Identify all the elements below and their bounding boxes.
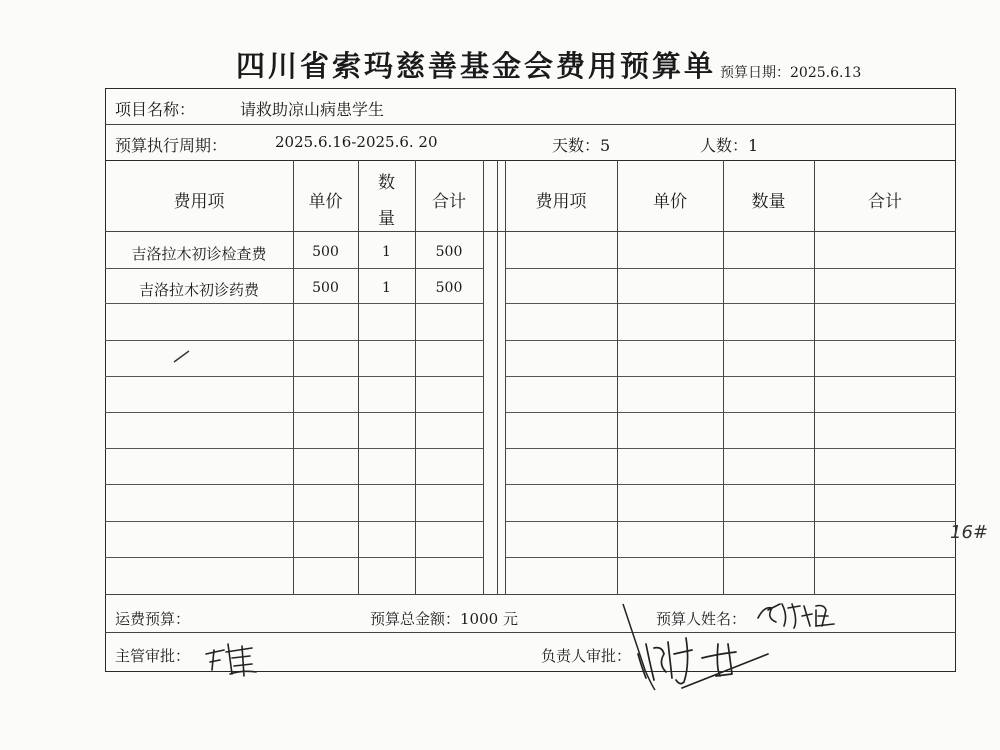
header-item-left: 费用项 bbox=[173, 192, 225, 212]
row-line bbox=[105, 521, 483, 522]
col-line bbox=[723, 160, 724, 594]
row-line bbox=[505, 303, 956, 304]
project-name-label: 项目名称： bbox=[115, 100, 196, 119]
days-field bbox=[552, 133, 610, 156]
row-line bbox=[505, 521, 956, 522]
row-line bbox=[505, 557, 956, 558]
form-title: 四川省索玛慈善基金会费用预算单 bbox=[236, 49, 717, 83]
row-line bbox=[505, 448, 956, 449]
divider-project bbox=[105, 124, 956, 125]
header-qty-top-left: 数 bbox=[378, 173, 395, 193]
supervisor-approval-label: 主管审批： bbox=[115, 647, 191, 665]
row-line bbox=[505, 412, 956, 413]
row-line bbox=[105, 412, 483, 413]
form-frame bbox=[105, 88, 956, 672]
row1-item: 吉洛拉木初诊检查费 bbox=[131, 245, 267, 263]
col-line bbox=[497, 160, 498, 594]
people-field bbox=[700, 133, 758, 156]
budget-date-value: 2025.6.13 bbox=[790, 65, 862, 81]
supervisor-signature bbox=[202, 636, 260, 678]
preparer-name-label: 预算人姓名： bbox=[656, 610, 747, 628]
divider-table-end bbox=[105, 594, 956, 595]
divider-footer bbox=[105, 632, 956, 633]
row-line bbox=[505, 340, 956, 341]
total-budget-label: 预算总金额： bbox=[370, 610, 461, 628]
header-qty-bottom-left: 量 bbox=[378, 209, 395, 229]
row-line bbox=[105, 303, 483, 304]
responsible-signature bbox=[632, 624, 772, 690]
total-budget-value: 1000 元 bbox=[460, 610, 518, 628]
header-price-left: 单价 bbox=[308, 192, 343, 212]
people-value: 1 bbox=[748, 136, 759, 155]
days-value: 5 bbox=[600, 136, 611, 155]
responsible-approval-label: 负责人审批： bbox=[541, 647, 632, 665]
period-value: 2025.6.16-2025.6. 20 bbox=[275, 133, 438, 151]
row2-item: 吉洛拉木初诊药费 bbox=[138, 281, 259, 299]
row-line bbox=[505, 376, 956, 377]
header-total-right: 合计 bbox=[868, 192, 902, 212]
col-line bbox=[505, 160, 506, 594]
project-name-value: 请救助凉山病患学生 bbox=[240, 100, 385, 119]
header-total-left: 合计 bbox=[432, 192, 466, 212]
budget-date bbox=[720, 62, 861, 82]
row1-price: 500 bbox=[312, 244, 339, 260]
row2-price: 500 bbox=[312, 280, 339, 296]
days-label: 天数： bbox=[552, 136, 601, 155]
row-line bbox=[105, 340, 483, 341]
divider-period bbox=[105, 160, 956, 161]
header-price-right: 单价 bbox=[653, 192, 687, 212]
period-label: 预算执行周期： bbox=[115, 136, 228, 155]
header-qty-right: 数量 bbox=[751, 192, 786, 212]
row-line bbox=[105, 376, 483, 377]
side-note: 16# bbox=[950, 522, 988, 543]
row1-total: 500 bbox=[435, 244, 463, 260]
row-line bbox=[505, 268, 956, 269]
total-budget bbox=[370, 608, 518, 629]
col-line bbox=[415, 160, 416, 594]
header-item-right: 费用项 bbox=[535, 192, 587, 212]
col-line bbox=[617, 160, 618, 594]
row2-total: 500 bbox=[435, 280, 463, 296]
row-line bbox=[105, 484, 483, 485]
row-line bbox=[105, 268, 483, 269]
row-line bbox=[105, 448, 483, 449]
col-line bbox=[483, 160, 484, 594]
row-line bbox=[105, 557, 483, 558]
people-label: 人数： bbox=[700, 136, 749, 155]
col-line bbox=[293, 160, 294, 594]
row-line bbox=[505, 484, 956, 485]
budget-date-label: 预算日期： bbox=[720, 65, 790, 81]
divider-header bbox=[105, 231, 956, 232]
freight-budget-label: 运费预算： bbox=[115, 610, 191, 628]
col-line bbox=[814, 160, 815, 594]
row2-qty: 1 bbox=[382, 280, 391, 296]
pen-tick-mark bbox=[172, 348, 192, 364]
row1-qty: 1 bbox=[382, 244, 391, 260]
